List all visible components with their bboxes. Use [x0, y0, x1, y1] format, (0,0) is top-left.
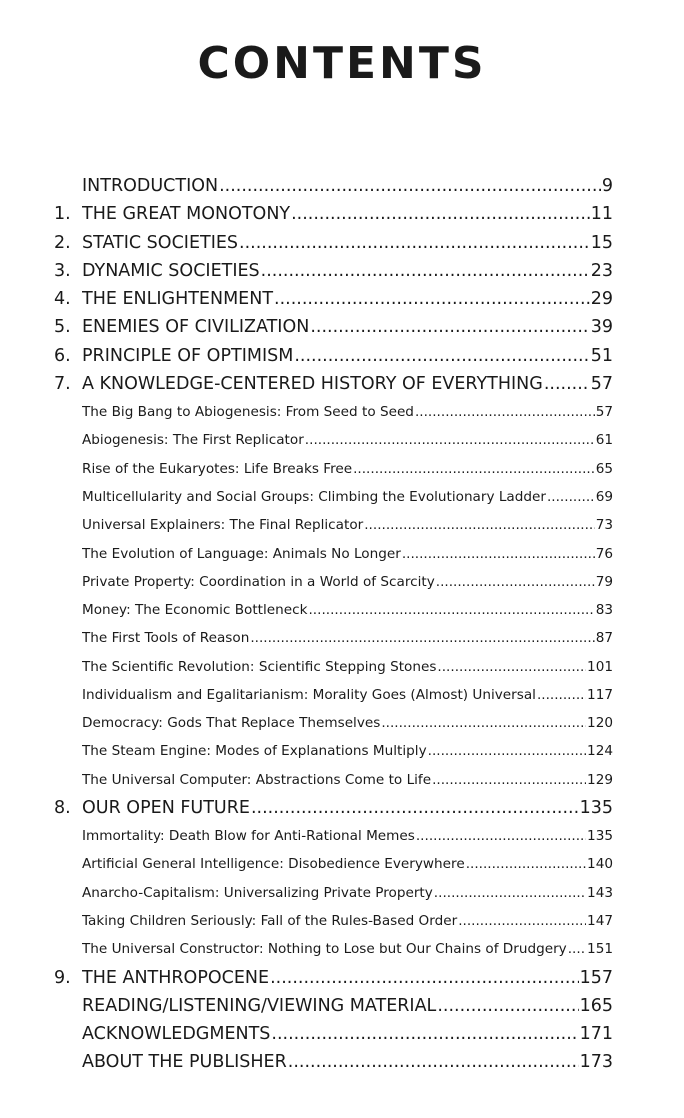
- toc-chapter-entry[interactable]: [0, 1048, 684, 1076]
- dot-leader: [547, 483, 595, 511]
- toc-entry-title: The Steam Engine: Modes of Explanations Multiply: [82, 743, 427, 760]
- toc-entry-page-number: 157: [579, 967, 613, 988]
- toc-section-entry[interactable]: [0, 511, 684, 539]
- dot-leader: [434, 879, 586, 907]
- toc-section-entry[interactable]: [0, 398, 684, 426]
- toc-chapter-entry[interactable]: [0, 794, 684, 822]
- toc-entry-title: Immortality: Death Blow for Anti-Rational Memes: [82, 828, 415, 845]
- toc-section-entry[interactable]: [0, 935, 684, 963]
- toc-entry-number: 9.: [54, 967, 71, 988]
- toc-entry-number: 5.: [54, 317, 71, 338]
- toc-entry-title: ABOUT THE PUBLISHER: [82, 1052, 287, 1073]
- toc-entry-page-number: 23: [590, 260, 613, 281]
- toc-entry-title: DYNAMIC SOCIETIES: [82, 260, 260, 281]
- toc-entry-title: Universal Explainers: The Final Replicator: [82, 517, 364, 534]
- toc-entry-page-number: 143: [587, 884, 613, 901]
- dot-leader: [432, 766, 586, 794]
- toc-section-entry[interactable]: [0, 568, 684, 596]
- toc-entry-page-number: 39: [590, 317, 613, 338]
- toc-entry-title: The Big Bang to Abiogenesis: From Seed to Seed: [82, 404, 414, 421]
- toc-entry-title: THE ENLIGHTENMENT: [82, 289, 274, 310]
- toc-entry-page-number: 11: [590, 204, 613, 225]
- toc-entry-title: The First Tools of Reason: [82, 630, 250, 647]
- toc-section-entry[interactable]: [0, 540, 684, 568]
- dot-leader: [271, 1020, 578, 1048]
- dot-leader: [250, 624, 594, 652]
- toc-section-entry[interactable]: [0, 624, 684, 652]
- toc-entry-title: Taking Children Seriously: Fall of the Rules-Based Order: [82, 913, 458, 930]
- dot-leader: [353, 455, 595, 483]
- toc-entry-page-number: 61: [595, 432, 613, 449]
- toc-entry-number: 7.: [54, 373, 71, 394]
- toc-entry-title: Multicellularity and Social Groups: Climbing the Evolutionary Ladder: [82, 488, 546, 505]
- dot-leader: [437, 992, 578, 1020]
- toc-entry-title: THE ANTHROPOCENE: [82, 967, 270, 988]
- toc-entry-page-number: 171: [579, 1024, 613, 1045]
- toc-chapter-entry[interactable]: [0, 992, 684, 1020]
- toc-entry-title: STATIC SOCIETIES: [82, 232, 239, 253]
- toc-entry-title: ENEMIES OF CIVILIZATION: [82, 317, 310, 338]
- toc-entry-title: Individualism and Egalitarianism: Morality Goes (Almost) Universal: [82, 686, 536, 703]
- toc-section-entry[interactable]: [0, 737, 684, 765]
- toc-entry-page-number: 69: [595, 488, 613, 505]
- toc-section-entry[interactable]: [0, 822, 684, 850]
- dot-leader: [402, 540, 595, 568]
- toc-section-entry[interactable]: [0, 850, 684, 878]
- dot-leader: [466, 850, 586, 878]
- toc-entry-page-number: 117: [587, 686, 613, 703]
- toc-entry-title: Democracy: Gods That Replace Themselves: [82, 715, 381, 732]
- toc-entry-page-number: 51: [590, 345, 613, 366]
- page-title: CONTENTS: [197, 38, 487, 89]
- dot-leader: [436, 568, 595, 596]
- toc-entry-page-number: 83: [595, 602, 613, 619]
- dot-leader: [537, 681, 586, 709]
- toc-entry-page-number: 65: [595, 460, 613, 477]
- toc-entry-title: Money: The Economic Bottleneck: [82, 602, 308, 619]
- toc-entry-title: Anarcho-Capitalism: Universalizing Private Property: [82, 884, 433, 901]
- toc-entry-page-number: 151: [587, 941, 613, 958]
- dot-leader: [305, 426, 595, 454]
- toc-entry-page-number: 87: [595, 630, 613, 647]
- toc-entry-number: 6.: [54, 345, 71, 366]
- dot-leader: [294, 342, 589, 370]
- toc-entry-title: ACKNOWLEDGMENTS: [82, 1024, 271, 1045]
- toc-entry-page-number: 173: [579, 1052, 613, 1073]
- toc-section-entry[interactable]: [0, 483, 684, 511]
- toc-entry-title: Artificial General Intelligence: Disobedience Everywhere: [82, 856, 465, 873]
- toc-entry-number: 1.: [54, 204, 71, 225]
- dot-leader: [270, 964, 579, 992]
- toc-entry-page-number: 147: [587, 913, 613, 930]
- toc-section-entry[interactable]: [0, 455, 684, 483]
- toc-section-entry[interactable]: [0, 426, 684, 454]
- toc-entry-title: The Evolution of Language: Animals No Longer: [82, 545, 401, 562]
- dot-leader: [364, 511, 594, 539]
- dot-leader: [274, 285, 590, 313]
- toc-entry-number: 8.: [54, 797, 71, 818]
- toc-entry-page-number: 73: [595, 517, 613, 534]
- dot-leader: [437, 653, 586, 681]
- toc-entry-title: OUR OPEN FUTURE: [82, 797, 250, 818]
- dot-leader: [416, 822, 586, 850]
- toc-section-entry[interactable]: [0, 709, 684, 737]
- dot-leader: [568, 935, 586, 963]
- toc-chapter-entry[interactable]: [0, 342, 684, 370]
- dot-leader: [381, 709, 586, 737]
- toc-entry-page-number: 135: [587, 828, 613, 845]
- dot-leader: [291, 200, 590, 228]
- toc-entry-number: 3.: [54, 260, 71, 281]
- toc-section-entry[interactable]: [0, 681, 684, 709]
- toc-chapter-entry[interactable]: [0, 229, 684, 257]
- toc-entry-title: A KNOWLEDGE-CENTERED HISTORY OF EVERYTHING: [82, 373, 543, 394]
- toc-entry-page-number: 57: [595, 404, 613, 421]
- toc-entry-title: The Universal Computer: Abstractions Come to Life: [82, 771, 432, 788]
- toc-chapter-entry[interactable]: [0, 257, 684, 285]
- toc-entry-title: The Scientific Revolution: Scientific Stepping Stones: [82, 658, 437, 675]
- toc-chapter-entry[interactable]: [0, 313, 684, 341]
- toc-entry-title: PRINCIPLE OF OPTIMISM: [82, 345, 294, 366]
- toc-entry-page-number: 165: [579, 995, 613, 1016]
- dot-leader: [239, 229, 590, 257]
- toc-entry-page-number: 76: [595, 545, 613, 562]
- toc-entry-page-number: 29: [590, 289, 613, 310]
- toc-section-entry[interactable]: [0, 907, 684, 935]
- dot-leader: [219, 172, 601, 200]
- dot-leader: [415, 398, 595, 426]
- toc-chapter-entry[interactable]: [0, 964, 684, 992]
- dot-leader: [544, 370, 590, 398]
- toc-entry-page-number: 120: [587, 715, 613, 732]
- toc-entry-page-number: 15: [590, 232, 613, 253]
- toc-entry-title: READING/LISTENING/VIEWING MATERIAL: [82, 995, 437, 1016]
- dot-leader: [251, 794, 579, 822]
- toc-entry-page-number: 140: [587, 856, 613, 873]
- toc-chapter-entry[interactable]: [0, 1020, 684, 1048]
- dot-leader: [261, 257, 590, 285]
- toc-chapter-entry[interactable]: [0, 200, 684, 228]
- toc-entry-page-number: 101: [587, 658, 613, 675]
- toc-section-entry[interactable]: [0, 596, 684, 624]
- toc-entry-title: Rise of the Eukaryotes: Life Breaks Free: [82, 460, 353, 477]
- toc-entry-page-number: 124: [587, 743, 613, 760]
- toc-entry-page-number: 57: [590, 373, 613, 394]
- toc-entry-title: THE GREAT MONOTONY: [82, 204, 291, 225]
- toc-entry-page-number: 79: [595, 573, 613, 590]
- toc-entry-page-number: 129: [587, 771, 613, 788]
- toc-entry-number: 4.: [54, 289, 71, 310]
- toc-chapter-entry[interactable]: [0, 370, 684, 398]
- toc-entry-title: Abiogenesis: The First Replicator: [82, 432, 304, 449]
- toc-section-entry[interactable]: [0, 879, 684, 907]
- toc-entry-title: The Universal Constructor: Nothing to Lose but Our Chains of Drudgery: [82, 941, 567, 958]
- toc-entry-number: 2.: [54, 232, 71, 253]
- toc-entry-title: Private Property: Coordination in a World of Scarcity: [82, 573, 435, 590]
- dot-leader: [458, 907, 586, 935]
- toc-section-entry[interactable]: [0, 766, 684, 794]
- toc-chapter-entry[interactable]: [0, 285, 684, 313]
- dot-leader: [288, 1048, 579, 1076]
- toc-section-entry[interactable]: [0, 653, 684, 681]
- toc-entry-title: INTRODUCTION: [82, 176, 219, 196]
- dot-leader: [308, 596, 594, 624]
- toc-entry-page-number: 9: [601, 176, 613, 196]
- dot-leader: [428, 737, 586, 765]
- dot-leader: [310, 313, 589, 341]
- toc-entry-page-number: 135: [579, 797, 613, 818]
- toc-chapter-entry[interactable]: [0, 172, 684, 200]
